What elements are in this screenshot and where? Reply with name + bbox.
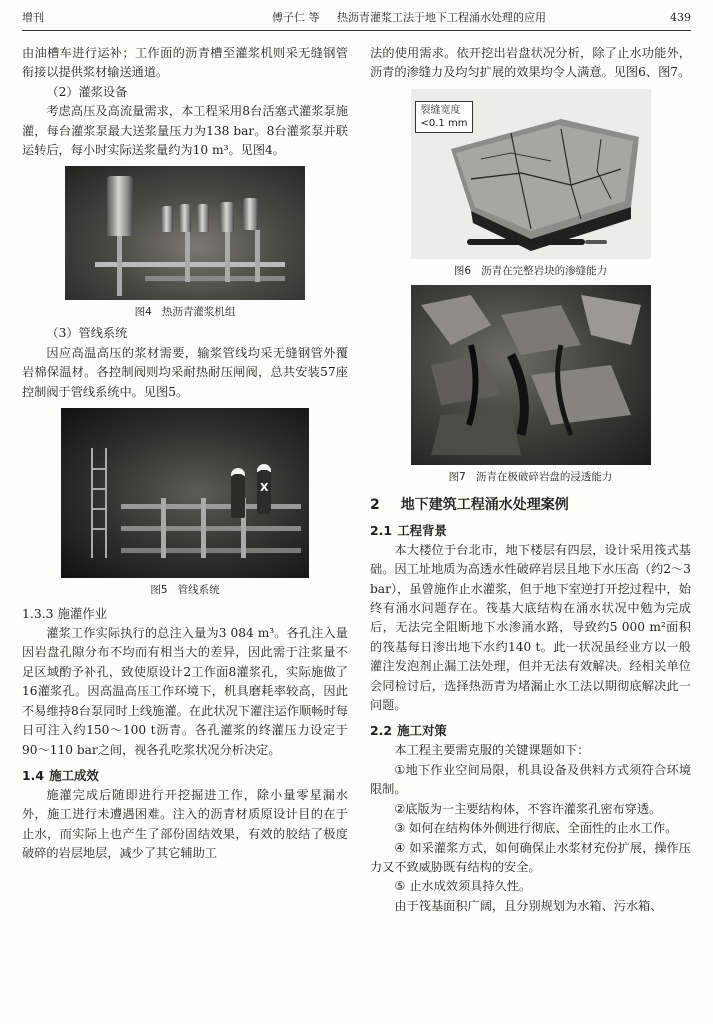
item-text: 如何在结构体外侧进行彻底、全面性的止水工作。 <box>405 821 678 836</box>
figure-7 <box>370 285 691 485</box>
item-marker: ④ <box>394 840 406 855</box>
authors: 傅子仁 等 <box>272 11 320 24</box>
running-header <box>22 6 691 31</box>
figure-number: 图7 <box>448 470 466 483</box>
broken-rock-photo <box>411 285 651 465</box>
figure-number: 图4 <box>134 306 152 319</box>
item-text: 如采灌浆方式，如何确保止水浆材充份扩展，操作压力又不致威胁既有结构的安全。 <box>370 840 691 874</box>
figure-7-caption <box>370 469 691 485</box>
list-item <box>370 761 691 800</box>
section-number: 2 <box>370 496 380 513</box>
item-marker: ② <box>394 801 406 816</box>
paragraph: 本工程主要需克服的关键课题如下： <box>394 743 590 758</box>
figure-6-caption <box>370 263 691 279</box>
subheading-pipeline: （3）管线系统 <box>46 326 128 341</box>
figure-caption-text: 管线系统 <box>177 584 220 597</box>
right-column <box>370 44 691 1016</box>
item-marker: ① <box>394 762 406 777</box>
list-item <box>370 800 691 819</box>
item-marker: ③ <box>394 821 406 836</box>
subheading-equipment: （2）灌浆设备 <box>46 84 128 99</box>
label-line: 裂缝宽度 <box>420 104 461 116</box>
figure-caption-text: 沥青在极破碎岩盘的浸透能力 <box>475 470 613 483</box>
item-marker: ⑤ <box>394 879 406 894</box>
section-number: 2.1 <box>370 522 392 538</box>
figure-caption-text: 沥青在完整岩块的渗缝能力 <box>481 264 608 277</box>
vest-mark: X <box>260 481 269 495</box>
section-title: 施灌作业 <box>57 606 108 622</box>
figure-5-caption <box>22 582 348 598</box>
item-text: 地下作业空间局限，机具设备及供料方式须符合环境限制。 <box>370 762 692 797</box>
paragraph: 法的使用需求。依开挖出岩盘状况分析，除了止水功能外，沥青的渗缝力及均匀扩展的效果均令人满意。见图6、图7。 <box>370 46 691 80</box>
figure-number: 图6 <box>453 264 472 277</box>
section-number: 1.4 <box>22 767 44 783</box>
list-item <box>370 839 691 878</box>
crack-width-label <box>415 101 474 133</box>
list-item <box>370 819 691 838</box>
figure-number: 图5 <box>150 584 168 597</box>
figure-4 <box>22 166 348 320</box>
paragraph: 考虑高压及高流量需求，本工程采用8台活塞式灌浆泵施灌，每台灌浆泵最大送浆量压力为138 bar。8台灌浆泵并联运转后，每小时实际送浆量约为10 m³。见图4。 <box>22 104 348 158</box>
grouting-machines-photo <box>65 166 305 300</box>
page-number: 439 <box>670 11 691 24</box>
paragraph: 本大楼位于台北市，地下楼层有四层，设计采用筏式基础。因工址地质为高透水性破碎岩层且地下水压高（约2～3 bar），虽曾施作止水灌浆，但于地下室逆打开挖过程中，始终有涌水问题存在。筏基大底结构在涌水状况中勉为完成后，无法完全阻断地下水渗涌水路，导致约5 000 m²面积的筏基每日渗出地下水约140 t。此一状况虽经业方以一般灌注发泡剂止漏工法处理，但并无法有效解决。经相关单位会同检讨后，选择热沥青为堵漏止水工法以期彻底解决此一问题。 <box>370 542 691 713</box>
paragraph: 灌浆工作实际执行的总注入量为3 084 m³。各孔注入量因岩盘孔隙分布不均而有相当大的差异，因此需于注浆量不足区域酌予补孔，致使原设计2工作面8灌浆孔，实际施做了16灌浆孔。因高温高压工作环境下，机具磨耗率较高，因此不易维持8台泵同时上线施灌。在此状况下灌注运作顺畅时每日可注入约150～100 t沥青。各孔灌浆的终灌压力设定于90～110 bar之间，视各孔吃浆状况分析决定。 <box>22 626 348 757</box>
running-title <box>272 6 546 30</box>
figure-4-caption <box>22 304 348 320</box>
item-text: 止水成效须具持久性。 <box>405 879 532 894</box>
section-title: 工程背景 <box>397 522 447 538</box>
subsection-heading <box>22 766 348 786</box>
section-number: 2.2 <box>370 723 392 739</box>
left-column <box>22 44 348 1016</box>
section-heading <box>370 495 691 515</box>
pipeline-system-photo <box>61 408 309 578</box>
section-title: 施工成效 <box>49 767 99 783</box>
paragraph: 由于筏基面积广阔，且分别规划为水箱、污水箱、 <box>394 898 663 913</box>
figure-caption-text: 热沥青灌浆机组 <box>161 306 236 319</box>
paragraph: 施灌完成后随即进行开挖掘进工作，除小量零星漏水外，施工进行未遭遇困难。注入的沥青材质原设计目的在于止水，而实际上也产生了部份固结效果，有效的胶结了极度破碎的岩层地层，减少了其它辅助工 <box>22 787 348 861</box>
journal-issue: 增刊 <box>22 11 44 24</box>
article-title: 热沥青灌浆工法于地下工程涌水处理的应用 <box>336 11 546 24</box>
figure-6 <box>370 89 691 279</box>
label-line: <0.1 mm <box>420 117 468 129</box>
subsection-heading <box>370 721 691 741</box>
item-text: 底版为一主要结构体，不容许灌浆孔密布穿透。 <box>405 801 662 816</box>
section-title: 地下建筑工程涌水处理案例 <box>400 496 569 513</box>
figure-5 <box>22 408 348 598</box>
paragraph: 由油槽车进行运补；工作面的沥青槽至灌浆机则采无缝钢管衔接以提供浆材输送通道。 <box>22 46 348 80</box>
subsection-heading <box>370 521 691 541</box>
section-title: 施工对策 <box>397 723 447 739</box>
subsection-heading <box>22 604 348 624</box>
list-item <box>370 877 691 896</box>
section-number: 1.3.3 <box>22 606 54 622</box>
paragraph: 因应高温高压的浆材需要，输浆管线均采无缝钢管外覆岩棉保温材。各控制阀则均采耐热耐压闸阀，总共安装57座控制阀于管线系统中。见图5。 <box>22 345 348 399</box>
cracked-rock-photo <box>411 89 651 259</box>
